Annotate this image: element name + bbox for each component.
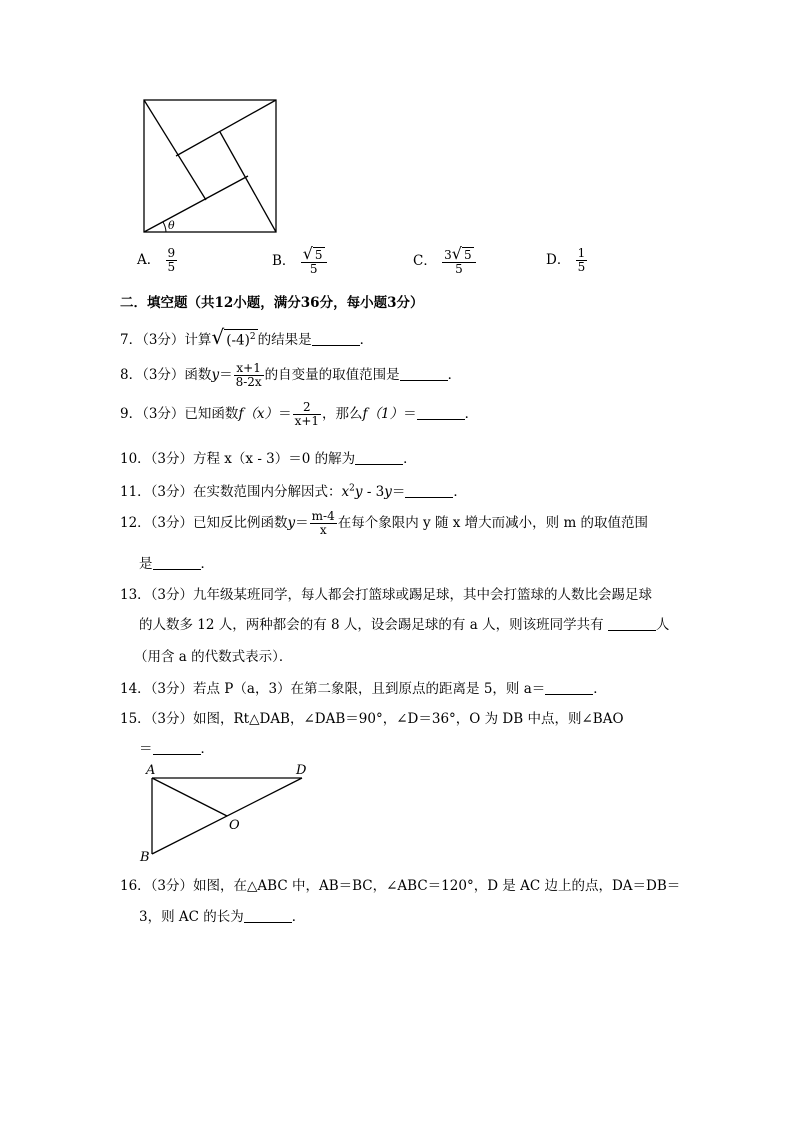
q16-line2: 3，则 AC 的长为 bbox=[139, 909, 244, 925]
q13-answer-blank[interactable] bbox=[608, 618, 656, 631]
option-b bbox=[272, 244, 328, 276]
option-b-num: 5 bbox=[314, 248, 323, 262]
sqrt-icon: √ bbox=[211, 325, 225, 349]
q12-answer-blank[interactable] bbox=[153, 557, 201, 570]
q11-end: ． bbox=[453, 484, 467, 500]
q16-answer-blank[interactable] bbox=[244, 910, 292, 923]
option-d-label: D． bbox=[546, 252, 571, 268]
question-13-line1: 13．（3分）九年级某班同学，每人都会打篮球或踢足球，其中会打篮球的人数比会踢足球 bbox=[120, 587, 653, 603]
option-d bbox=[546, 247, 588, 274]
q16-end: ． bbox=[291, 909, 306, 925]
option-b-label: B． bbox=[272, 253, 296, 269]
q11-sup: 2 bbox=[349, 483, 355, 494]
q11-answer-blank[interactable] bbox=[405, 485, 453, 498]
q9-answer-blank[interactable] bbox=[417, 407, 465, 420]
q12-den: x bbox=[319, 523, 327, 537]
label-a: A bbox=[146, 763, 156, 778]
angle-theta-label: θ bbox=[168, 219, 175, 232]
q7-rad: (-4) bbox=[226, 332, 250, 348]
q11-mid: - 3 bbox=[362, 484, 385, 500]
question-10 bbox=[120, 447, 417, 467]
option-a-den: 5 bbox=[167, 260, 176, 274]
section-title: 二．填空题（共12小题，满分36分，每小题3分） bbox=[120, 295, 424, 311]
q10-end: ． bbox=[403, 451, 417, 467]
question-8 bbox=[120, 362, 461, 389]
sqrt-icon: √ bbox=[302, 244, 313, 263]
question-15-line2 bbox=[139, 737, 214, 757]
q12-end: ． bbox=[200, 556, 214, 572]
option-b-num-wrap bbox=[301, 244, 327, 263]
q9-den: x+1 bbox=[294, 414, 320, 428]
segment-ao bbox=[152, 778, 227, 816]
question-16-line2 bbox=[139, 905, 305, 925]
triangle-figure bbox=[136, 762, 326, 866]
option-c-coef: 3 bbox=[444, 248, 452, 262]
q12-post: 在每个象限内 y 随 x 增大而减小，则 m 的取值范围 bbox=[337, 515, 649, 531]
question-12-line2 bbox=[139, 552, 214, 572]
q9-end: ． bbox=[464, 406, 479, 422]
question-12 bbox=[120, 510, 648, 537]
q7-radicand bbox=[224, 329, 257, 348]
q7-pre: 7．（3分）计算 bbox=[120, 332, 212, 348]
q9-eq2: ＝ bbox=[403, 406, 417, 422]
q15-answer-blank[interactable] bbox=[153, 742, 201, 755]
option-c-frac bbox=[442, 244, 475, 276]
q11-pre: 11．（3分）在实数范围内分解因式： bbox=[120, 484, 342, 500]
q14-end: ． bbox=[593, 681, 607, 697]
q12-num: m-4 bbox=[311, 509, 335, 523]
option-d-frac bbox=[576, 247, 588, 274]
sqrt-icon: √ bbox=[451, 244, 462, 263]
q11-y: y bbox=[354, 484, 363, 500]
q12-line2: 是 bbox=[139, 556, 153, 572]
label-o: O bbox=[229, 818, 240, 833]
q10-text: 10．（3分）方程 x（x - 3）＝0 的解为 bbox=[120, 451, 356, 467]
q8-var: y bbox=[211, 367, 220, 383]
inner-line-2 bbox=[176, 100, 276, 156]
option-b-den: 5 bbox=[309, 262, 318, 276]
q15-line2: ＝ bbox=[139, 741, 153, 757]
option-a-frac bbox=[166, 247, 178, 274]
question-13-line2 bbox=[139, 613, 669, 633]
q8-den: 8-2x bbox=[235, 375, 262, 389]
q8-end: ． bbox=[447, 367, 462, 383]
q9-f1: f（1） bbox=[362, 406, 404, 422]
question-13-line3: （用含 a 的代数式表示）． bbox=[134, 649, 293, 665]
option-d-num: 1 bbox=[577, 246, 586, 260]
option-d-den: 5 bbox=[577, 260, 586, 274]
q7-exp: 2 bbox=[249, 331, 256, 342]
outer-square bbox=[144, 100, 276, 232]
q12-frac bbox=[310, 510, 337, 537]
inner-line-1 bbox=[144, 100, 206, 200]
option-c-label: C． bbox=[413, 253, 437, 269]
q10-answer-blank[interactable] bbox=[355, 452, 403, 465]
label-b: B bbox=[140, 850, 150, 865]
q8-answer-blank[interactable] bbox=[400, 368, 448, 381]
q8-eq: ＝ bbox=[219, 367, 233, 383]
q11-x: x bbox=[341, 484, 350, 500]
q13-line2: 的人数多 12 人，两种都会的有 8 人，设会踢足球的有 a 人，则该班同学共有 bbox=[139, 617, 604, 633]
q7-end: ． bbox=[359, 332, 374, 348]
q14-answer-blank[interactable] bbox=[545, 682, 593, 695]
q9-num: 2 bbox=[293, 401, 321, 415]
question-16-line1: 16．（3分）如图，在△ABC 中，AB＝BC，∠ABC＝120°，D 是 AC 边上的点，DA＝DB＝ bbox=[120, 878, 681, 894]
option-c-den: 5 bbox=[455, 262, 463, 276]
square-figure bbox=[140, 96, 280, 236]
option-c-num: 5 bbox=[463, 248, 472, 262]
q9-fx: f（x） bbox=[238, 406, 279, 422]
option-a-num: 9 bbox=[167, 246, 176, 260]
q9-eq: ＝ bbox=[278, 406, 292, 422]
option-a bbox=[137, 247, 178, 274]
q11-eq: ＝ bbox=[391, 484, 406, 500]
q8-num: x+1 bbox=[234, 362, 264, 376]
q12-var: y bbox=[287, 515, 296, 531]
q15-end: ． bbox=[200, 741, 214, 757]
option-c bbox=[413, 244, 477, 276]
question-9 bbox=[120, 401, 478, 428]
question-11 bbox=[120, 480, 467, 500]
q14-text: 14．（3分）若点 P（a，3）在第二象限，且到原点的距离是 5，则 a＝ bbox=[120, 681, 546, 697]
q8-post: 的自变量的取值范围是 bbox=[264, 367, 400, 383]
q9-frac bbox=[293, 401, 321, 428]
angle-arc bbox=[163, 222, 166, 232]
q8-pre: 8．（3分）函数 bbox=[120, 367, 212, 383]
q13-unit: 人 bbox=[655, 617, 670, 633]
q12-pre: 12．（3分）已知反比例函数 bbox=[120, 515, 288, 531]
q12-eq: ＝ bbox=[295, 515, 309, 531]
option-c-num-wrap bbox=[442, 244, 475, 263]
q8-frac bbox=[234, 362, 264, 389]
q9-mid: ，那么 bbox=[322, 406, 363, 422]
q9-pre: 9．（3分）已知函数 bbox=[120, 406, 239, 422]
label-d: D bbox=[296, 763, 307, 778]
option-a-label: A． bbox=[137, 252, 161, 268]
question-15-line1: 15．（3分）如图，Rt△DAB，∠DAB＝90°，∠D＝36°，O 为 DB 中点，则∠BAO bbox=[120, 711, 624, 727]
q11-y2: y bbox=[384, 484, 392, 500]
question-14 bbox=[120, 677, 607, 697]
question-7 bbox=[120, 325, 373, 349]
option-b-frac bbox=[301, 244, 327, 276]
q7-answer-blank[interactable] bbox=[312, 333, 360, 346]
inner-line-3 bbox=[220, 132, 276, 232]
q7-post: 的结果是 bbox=[257, 332, 312, 348]
